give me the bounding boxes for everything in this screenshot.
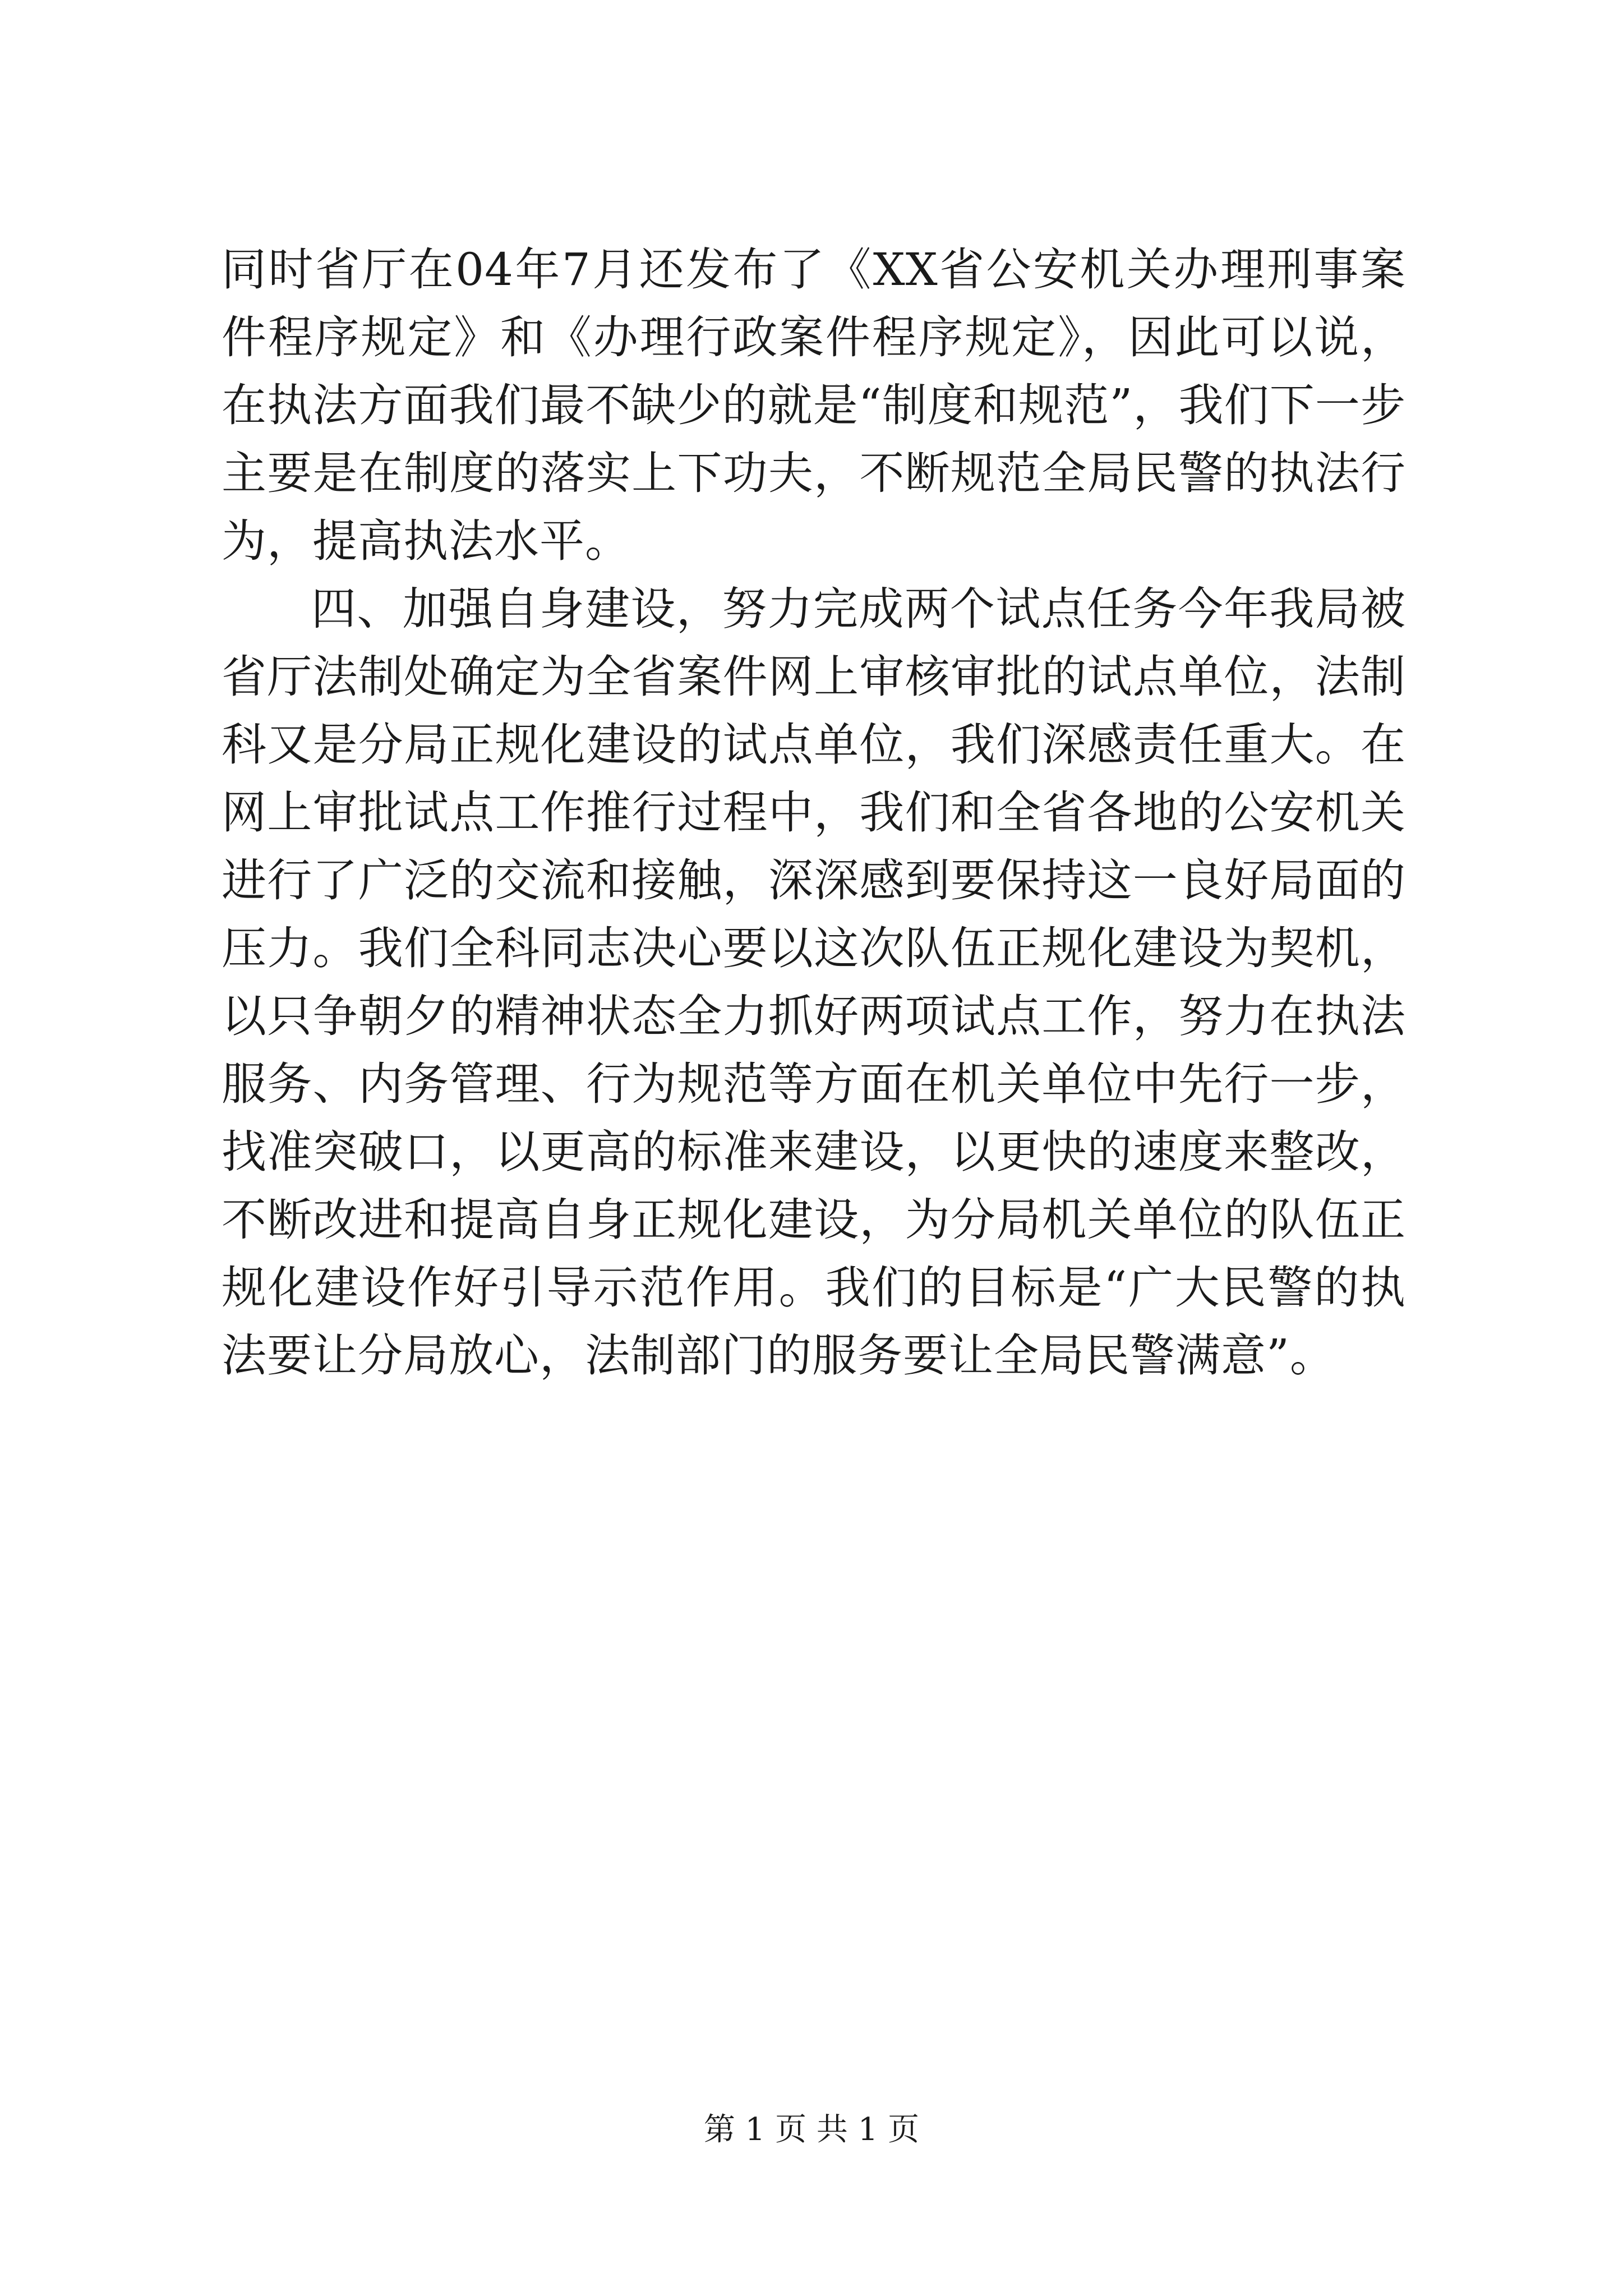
page-footer: 第 1 页 共 1 页 — [703, 2111, 920, 2148]
paragraph-continuation: 同时省厅在04年7月还发布了《XX省公安机关办理刑事案件程序规定》和《办理行政案件程序规定》，因此可以说，在执法方面我们最不缺少的就是“制度和规范”，我们下一步主要是在制度的落实上下功夫，不断规范全局民警的执法行为，提高执法水平。 — [222, 243, 1406, 567]
paragraph-section-four: 四、加强自身建设，努力完成两个试点任务今年我局被省厅法制处确定为全省案件网上审核审批的试点单位，法制科又是分局正规化建设的试点单位，我们深感责任重大。在网上审批试点工作推行过程中，我们和全省各地的公安机关进行了广泛的交流和接触，深深感到要保持这一良好局面的压力。我们全科同志决心要以这次队伍正规化建设为契机，以只争朝夕的精神状态全力抓好两项试点工作，努力在执法服务、内务管理、行为规范等方面在机关单位中先行一步，找准突破口，以更高的标准来建设，以更快的速度来整改，不断改进和提高自身正规化建设，为分局机关单位的队伍正规化建设作好引导示范作用。我们的目标是“广大民警的执法要让分局放心，法制部门的服务要让全局民警满意”。 — [222, 583, 1406, 1382]
document-body — [222, 236, 1406, 1389]
